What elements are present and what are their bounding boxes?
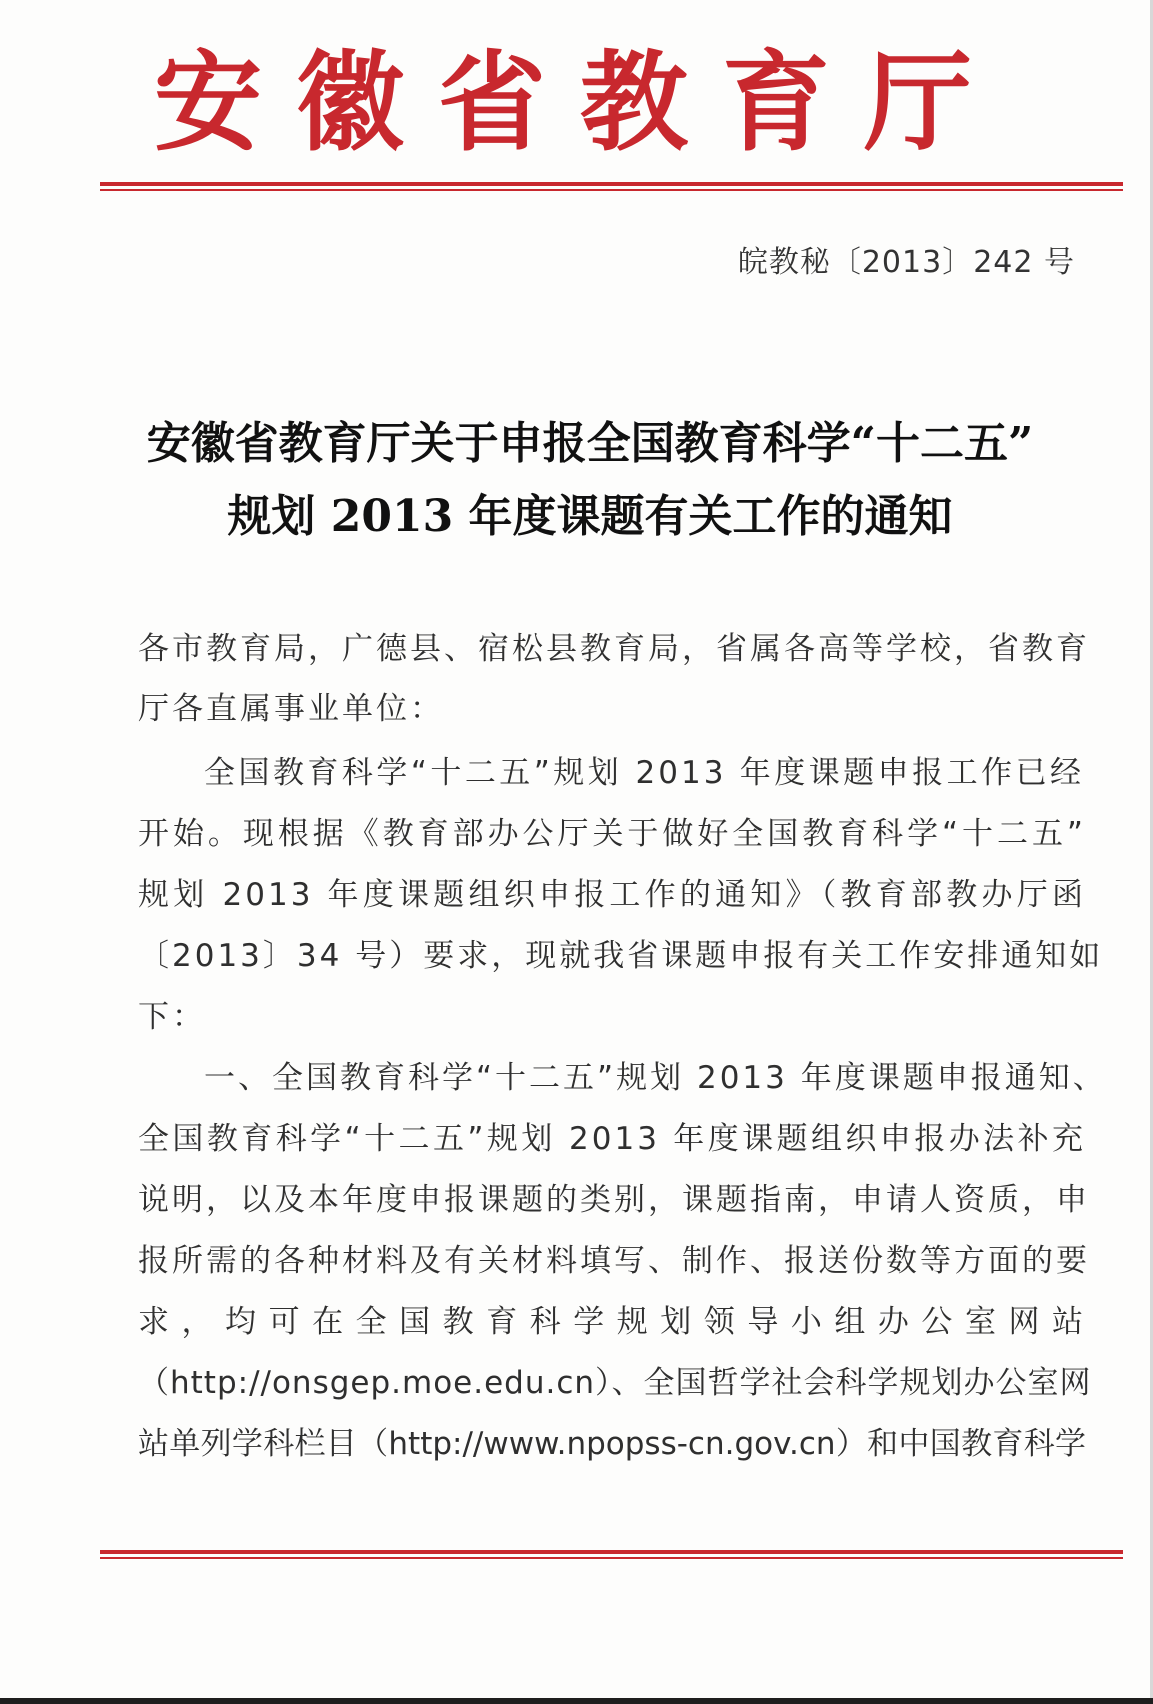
body-line-para1-1: 全国教育科学“十二五”规划 2013 年度课题申报工作已经: [204, 755, 1084, 791]
header-red-rule: [100, 182, 1123, 191]
footer-red-rule-thin: [100, 1557, 1123, 1559]
body-line-item1-7: 站单列学科栏目（http://www.npopss-cn.gov.cn）和中国教育科学: [138, 1426, 1086, 1462]
document-title-line-1: 安徽省教育厅关于申报全国教育科学“十二五”: [146, 418, 1034, 469]
footer-red-rule: [100, 1550, 1123, 1559]
header-red-rule-thin: [100, 189, 1123, 191]
agency-header: 安徽省教育厅: [153, 40, 1006, 166]
body-line-addressees-1: 各市教育局，广德县、宿松县教育局，省属各高等学校，省教育: [138, 631, 1090, 667]
body-line-para1-2: 开始。现根据《教育部办公厅关于做好全国教育科学“十二五”: [138, 816, 1086, 852]
scan-bottom-edge: [0, 1698, 1153, 1704]
body-line-addressees-2: 厅各直属事业单位：: [138, 691, 444, 727]
body-line-para1-5: 下：: [138, 999, 206, 1035]
body-line-para1-4: 〔2013〕34 号）要求，现就我省课题申报有关工作安排通知如: [138, 938, 1104, 974]
footer-red-rule-thick: [100, 1550, 1123, 1554]
header-red-rule-thick: [100, 182, 1123, 186]
body-line-item1-5: 求，均可在全国教育科学规划领导小组办公室网站: [138, 1304, 1086, 1340]
document-title-line-2: 规划 2013 年度课题有关工作的通知: [227, 491, 953, 542]
body-line-item1-3: 说明，以及本年度申报课题的类别，课题指南，申请人资质，申: [138, 1182, 1090, 1218]
body-line-para1-3: 规划 2013 年度课题组织申报工作的通知》（教育部教办厅函: [138, 877, 1086, 913]
body-line-item1-6: （http://onsgep.moe.edu.cn）、全国哲学社会科学规划办公室网: [138, 1365, 1092, 1401]
document-number: 皖教秘〔2013〕242 号: [737, 245, 1075, 280]
body-line-item1-4: 报所需的各种材料及有关材料填写、制作、报送份数等方面的要: [138, 1243, 1090, 1279]
body-line-item1-1: 一、全国教育科学“十二五”规划 2013 年度课题申报通知、: [204, 1060, 1107, 1096]
body-line-item1-2: 全国教育科学“十二五”规划 2013 年度课题组织申报办法补充: [138, 1121, 1086, 1157]
